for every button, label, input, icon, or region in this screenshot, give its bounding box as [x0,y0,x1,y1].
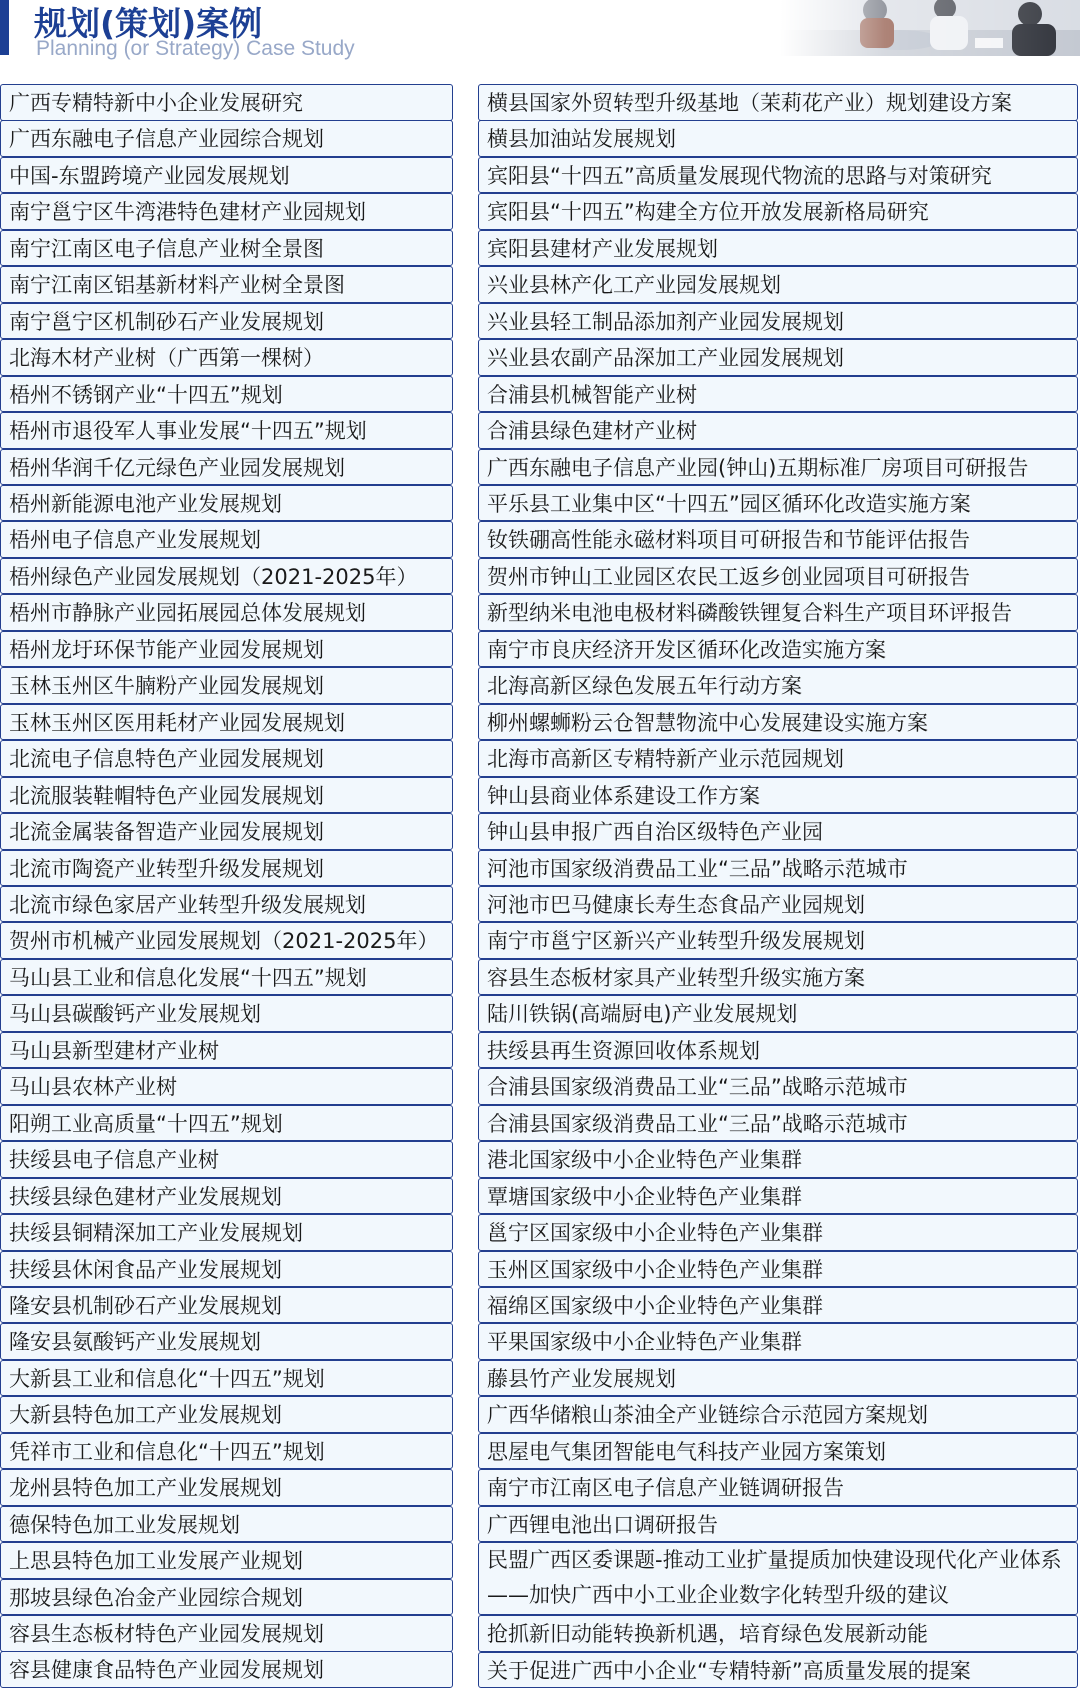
case-list-item: 柳州螺蛳粉云仓智慧物流中心发展建设实施方案 [478,704,1078,741]
case-list-item: 梧州绿色产业园发展规划（2021-2025年） [0,558,453,595]
case-list-item: 福绵区国家级中小企业特色产业集群 [478,1287,1078,1324]
case-list-item: 隆安县机制砂石产业发展规划 [0,1287,453,1324]
case-list-item: 思屋电气集团智能电气科技产业园方案策划 [478,1433,1078,1470]
case-list-item: 玉林玉州区牛腩粉产业园发展规划 [0,667,453,704]
case-list-item: 大新县特色加工产业发展规划 [0,1396,453,1433]
case-list-item: 容县健康食品特色产业园发展规划 [0,1651,453,1688]
case-list-item: 贺州市钟山工业园区农民工返乡创业园项目可研报告 [478,558,1078,595]
case-list-item: 凭祥市工业和信息化“十四五”规划 [0,1433,453,1470]
case-list-item: 合浦县国家级消费品工业“三品”战略示范城市 [478,1105,1078,1142]
case-list-item: 新型纳米电池电极材料磷酸铁锂复合料生产项目环评报告 [478,594,1078,631]
case-list-item: 北流电子信息特色产业园发展规划 [0,740,453,777]
case-list-item: 扶绥县绿色建材产业发展规划 [0,1178,453,1215]
case-list-item: 梧州新能源电池产业发展规划 [0,485,453,522]
case-list-item: 梧州不锈钢产业“十四五”规划 [0,376,453,413]
case-list-item: 中国-东盟跨境产业园发展规划 [0,157,453,194]
case-list-item: 容县生态板材家具产业转型升级实施方案 [478,959,1078,996]
case-list-item: 合浦县国家级消费品工业“三品”战略示范城市 [478,1068,1078,1105]
case-list-item: 容县生态板材特色产业园发展规划 [0,1615,453,1652]
case-list-item: 大新县工业和信息化“十四五”规划 [0,1360,453,1397]
page-title: 规划(策划)案例 [34,4,263,43]
case-list-item: 钕铁硼高性能永磁材料项目可研报告和节能评估报告 [478,521,1078,558]
case-list-item: 梧州市静脉产业园拓展园总体发展规划 [0,594,453,631]
case-list-right [478,84,1078,1688]
case-list-item: 合浦县机械智能产业树 [478,376,1078,413]
case-list-item: 贺州市机械产业园发展规划（2021-2025年） [0,922,453,959]
case-list-item: 阳朔工业高质量“十四五”规划 [0,1105,453,1142]
case-list-item: 覃塘国家级中小企业特色产业集群 [478,1178,1078,1215]
case-list-item: 宾阳县“十四五”构建全方位开放发展新格局研究 [478,193,1078,230]
case-list-item: 上思县特色加工业发展产业规划 [0,1542,453,1579]
case-list-item: 梧州市退役军人事业发展“十四五”规划 [0,412,453,449]
case-list-item: 钟山县申报广西自治区级特色产业园 [478,813,1078,850]
case-list-item: 马山县农林产业树 [0,1068,453,1105]
case-list-item: 北流服装鞋帽特色产业园发展规划 [0,777,453,814]
case-list-item: 北流市绿色家居产业转型升级发展规划 [0,886,453,923]
case-list-item: 扶绥县再生资源回收体系规划 [478,1032,1078,1069]
case-list-item: 龙州县特色加工产业发展规划 [0,1469,453,1506]
case-list-item: 北流市陶瓷产业转型升级发展规划 [0,850,453,887]
case-list-item: 马山县工业和信息化发展“十四五”规划 [0,959,453,996]
case-list-item: 港北国家级中小企业特色产业集群 [478,1141,1078,1178]
case-list-item: 平果国家级中小企业特色产业集群 [478,1323,1078,1360]
case-list-item: 马山县碳酸钙产业发展规划 [0,995,453,1032]
case-list-item: 河池市国家级消费品工业“三品”战略示范城市 [478,850,1078,887]
case-list-item: 宾阳县建材产业发展规划 [478,230,1078,267]
case-list-item: 兴业县农副产品深加工产业园发展规划 [478,339,1078,376]
case-list-item: 扶绥县电子信息产业树 [0,1141,453,1178]
case-list-item: 广西东融电子信息产业园(钟山)五期标准厂房项目可研报告 [478,449,1078,486]
case-list-item: 南宁江南区电子信息产业树全景图 [0,230,453,267]
case-list-item: 陆川铁锅(高端厨电)产业发展规划 [478,995,1078,1032]
case-list-item: 邕宁区国家级中小企业特色产业集群 [478,1214,1078,1251]
case-list-item: 民盟广西区委课题-推动工业扩量提质加快建设现代化产业体系——加快广西中小工业企业数字化转型升级的建议 [478,1542,1078,1615]
case-list-item: 宾阳县“十四五”高质量发展现代物流的思路与对策研究 [478,157,1078,194]
case-list-item: 藤县竹产业发展规划 [478,1360,1078,1397]
case-list-item: 南宁市邕宁区新兴产业转型升级发展规划 [478,922,1078,959]
case-list-item: 梧州龙圩环保节能产业园发展规划 [0,631,453,668]
accent-bar [0,0,9,55]
case-list-item: 南宁江南区铝基新材料产业树全景图 [0,266,453,303]
case-list-item: 横县加油站发展规划 [478,120,1078,157]
case-list-item: 横县国家外贸转型升级基地（茉莉花产业）规划建设方案 [478,84,1078,121]
case-list-item: 南宁市江南区电子信息产业链调研报告 [478,1469,1078,1506]
case-list-item: 广西锂电池出口调研报告 [478,1506,1078,1543]
case-list-item: 广西华储粮山茶油全产业链综合示范园方案规划 [478,1396,1078,1433]
case-list-item: 广西东融电子信息产业园综合规划 [0,120,453,157]
case-list-item: 抢抓新旧动能转换新机遇，培育绿色发展新动能 [478,1615,1078,1652]
case-list-item: 德保特色加工业发展规划 [0,1506,453,1543]
case-list-left [0,84,453,1688]
case-list-item: 南宁邕宁区机制砂石产业发展规划 [0,303,453,340]
case-list-item: 扶绥县铜精深加工产业发展规划 [0,1214,453,1251]
case-list-item: 北海市高新区专精特新产业示范园规划 [478,740,1078,777]
page-header [0,0,1080,62]
case-list-item: 关于促进广西中小企业“专精特新”高质量发展的提案 [478,1652,1078,1689]
case-list-item: 河池市巴马健康长寿生态食品产业园规划 [478,886,1078,923]
case-list-item: 平乐县工业集中区“十四五”园区循环化改造实施方案 [478,485,1078,522]
case-list-item: 马山县新型建材产业树 [0,1032,453,1069]
case-list-item: 玉林玉州区医用耗材产业园发展规划 [0,704,453,741]
case-list-item: 隆安县氨酸钙产业发展规划 [0,1323,453,1360]
case-list-item: 南宁邕宁区牛湾港特色建材产业园规划 [0,193,453,230]
case-list-item: 兴业县轻工制品添加剂产业园发展规划 [478,303,1078,340]
case-list-item: 广西专精特新中小企业发展研究 [0,84,453,121]
case-list-item: 钟山县商业体系建设工作方案 [478,777,1078,814]
case-list-item: 北海木材产业树（广西第一棵树） [0,339,453,376]
header-photo [780,0,1080,56]
case-list-item: 梧州华润千亿元绿色产业园发展规划 [0,449,453,486]
case-list-item: 梧州电子信息产业发展规划 [0,521,453,558]
case-list-item: 那坡县绿色冶金产业园综合规划 [0,1579,453,1616]
case-list-item: 北海高新区绿色发展五年行动方案 [478,667,1078,704]
case-list-item: 玉州区国家级中小企业特色产业集群 [478,1251,1078,1288]
case-list-item: 北流金属装备智造产业园发展规划 [0,813,453,850]
case-list-item: 南宁市良庆经济开发区循环化改造实施方案 [478,631,1078,668]
case-list-item: 合浦县绿色建材产业树 [478,412,1078,449]
case-list-item: 兴业县林产化工产业园发展规划 [478,266,1078,303]
page-subtitle: Planning (or Strategy) Case Study [36,37,355,60]
case-list-item: 扶绥县休闲食品产业发展规划 [0,1251,453,1288]
